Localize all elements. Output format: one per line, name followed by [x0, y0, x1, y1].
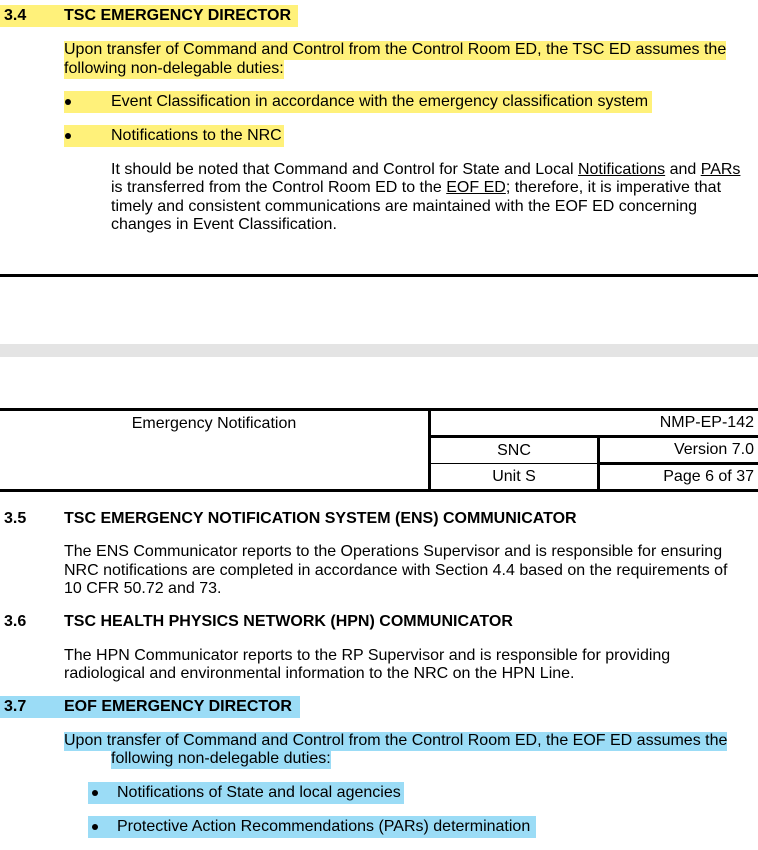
bullet-icon: [65, 99, 71, 105]
section-3-7-title: EOF EMERGENCY DIRECTOR: [64, 698, 292, 715]
section-3-7-intro-line1: Upon transfer of Command and Control from the Control Room ED, the EOF ED assumes the: [64, 732, 728, 749]
section-3-7-bullet1: Notifications of State and local agencies: [117, 784, 401, 801]
header-page-number: Page 6 of 37: [599, 464, 758, 491]
section-3-4-intro-line1: Upon transfer of Command and Control from the Control Room ED, the TSC ED assumes the: [64, 41, 727, 58]
section-3-6-line2: radiological and environmental information to the NRC on the HPN Line.: [64, 665, 575, 682]
page-header-table: [0, 408, 758, 492]
header-company: SNC: [430, 437, 599, 464]
header-version: Version 7.0: [599, 437, 758, 464]
section-3-5-title: TSC EMERGENCY NOTIFICATION SYSTEM (ENS) COMMUNICATOR: [64, 510, 577, 527]
section-3-6-line1: The HPN Communicator reports to the RP Supervisor and is responsible for providing: [64, 647, 671, 664]
bullet-icon: [65, 133, 71, 139]
section-3-4-note-line2: is transferred from the Control Room ED to the EOF ED; therefore, it is imperative that: [111, 179, 722, 196]
section-3-4-bullet2: Notifications to the NRC: [111, 127, 282, 144]
section-3-4-number: 3.4: [4, 7, 27, 24]
pars-link[interactable]: PARs: [700, 161, 741, 178]
section-3-7-intro-line2: following non-delegable duties:: [111, 750, 331, 767]
header-doc-title: Emergency Notification: [0, 410, 430, 437]
page-bottom-rule: [0, 274, 758, 277]
header-unit: Unit S: [430, 464, 599, 491]
section-3-7-bullet2: Protective Action Recommendations (PARs) determination: [117, 818, 531, 835]
notifications-link[interactable]: Notifications: [577, 161, 666, 178]
section-3-7-number: 3.7: [4, 698, 27, 715]
section-3-4-bullet1: Event Classification in accordance with the emergency classification system: [111, 93, 649, 110]
eof-ed-link[interactable]: EOF ED: [446, 179, 506, 196]
section-3-4-intro-line2: following non-delegable duties:: [64, 60, 284, 77]
section-3-5-line3: 10 CFR 50.72 and 73.: [64, 580, 222, 597]
header-doc-id: NMP-EP-142: [430, 410, 758, 437]
page-separator: [0, 344, 758, 357]
bullet-icon: [92, 824, 98, 830]
section-3-6-title: TSC HEALTH PHYSICS NETWORK (HPN) COMMUNICATOR: [64, 613, 513, 630]
section-3-5-line1: The ENS Communicator reports to the Operations Supervisor and is responsible for ensuring: [64, 543, 723, 560]
bullet-icon: [92, 790, 98, 796]
section-3-4-note-line4: changes in Event Classification.: [111, 216, 337, 233]
section-3-5-number: 3.5: [4, 510, 27, 527]
section-3-4-title: TSC EMERGENCY DIRECTOR: [64, 7, 291, 24]
section-3-6-number: 3.6: [4, 613, 27, 630]
section-3-4-note-line1: It should be noted that Command and Control for State and Local Notifications and PARs: [111, 161, 741, 178]
section-3-4-note-line3: timely and consistent communications are maintained with the EOF ED concerning: [111, 198, 698, 215]
section-3-5-line2: NRC notifications are completed in accordance with Section 4.4 based on the requirements of: [64, 562, 728, 579]
